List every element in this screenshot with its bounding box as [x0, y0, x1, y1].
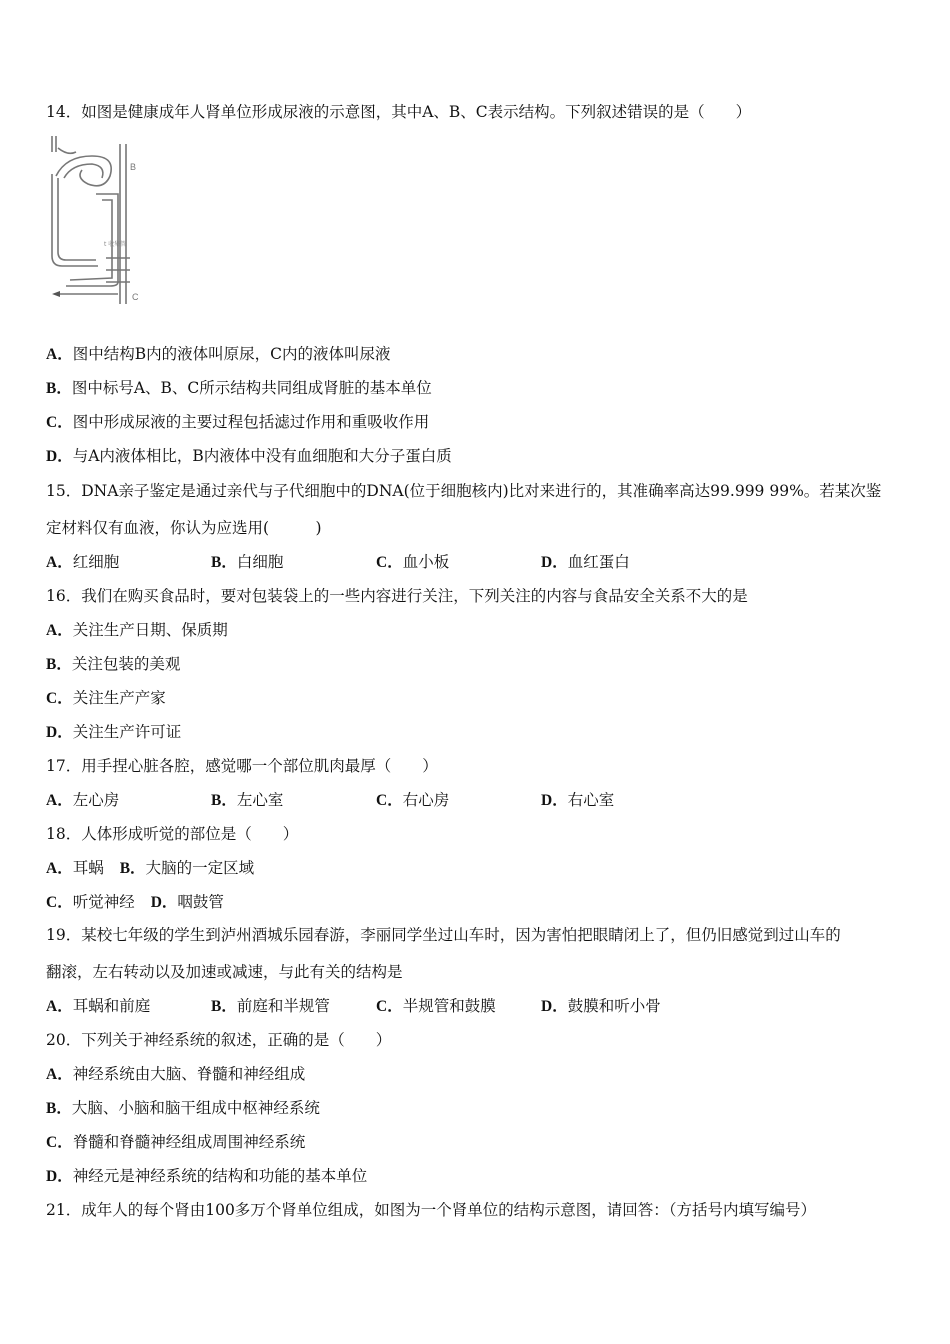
option-text: 左心房 — [72, 791, 120, 809]
option-text: 与A内液体相比，B内液体中没有血细胞和大分子蛋白质 — [72, 447, 452, 465]
option-text: 右心房 — [402, 791, 450, 809]
option-label: C． — [376, 998, 403, 1015]
label-c: C — [132, 292, 139, 302]
option-text: 鼓膜和听小骨 — [567, 997, 661, 1015]
q17-option-d — [541, 790, 614, 811]
option-text: 大脑的一定区域 — [145, 859, 255, 877]
option-label: B． — [211, 792, 237, 809]
q21-stem: 21．成年人的每个肾由100多万个肾单位组成，如图为一个肾单位的结构示意图，请回答：（方括号内填写编号） — [46, 1201, 817, 1219]
vessel-curve — [58, 148, 76, 153]
option-label: C． — [46, 1134, 73, 1151]
q17-option-c — [376, 790, 449, 811]
option-text: 神经元是神经系统的结构和功能的基本单位 — [72, 1167, 368, 1185]
q19-option-c — [376, 996, 496, 1017]
q17-stem: 17．用手捏心脏各腔，感觉哪一个部位肌肉最厚（ ） — [46, 757, 438, 775]
q14-option-a — [46, 344, 390, 365]
q15-stem-line2: 定材料仅有血液，你认为应选用( ) — [46, 519, 322, 537]
q20-stem: 20．下列关于神经系统的叙述，正确的是（ ） — [46, 1031, 392, 1049]
option-text: 半规管和鼓膜 — [402, 997, 496, 1015]
tubule-right-inner — [70, 200, 112, 280]
option-label: A． — [46, 998, 73, 1015]
option-text: 关注生产许可证 — [72, 723, 182, 741]
option-label: D． — [541, 998, 568, 1015]
option-text: 血红蛋白 — [567, 553, 630, 571]
option-text: 听觉神经 — [72, 893, 135, 911]
option-text: 关注生产日期、保质期 — [72, 621, 228, 639]
option-text: 图中结构B内的液体叫原尿，C内的液体叫尿液 — [72, 345, 391, 363]
option-label: A． — [46, 1066, 73, 1083]
option-text: 咽鼓管 — [177, 893, 224, 911]
option-label: D． — [541, 792, 568, 809]
option-label: B． — [46, 656, 72, 673]
q19-stem-line1: 19．某校七年级的学生到泸州酒城乐园春游，李丽同学坐过山车时，因为害怕把眼睛闭上了，但仍旧感觉到过山车的 — [46, 926, 841, 944]
option-label: A． — [46, 554, 73, 571]
option-label: C． — [46, 414, 73, 431]
q20-option-a — [46, 1064, 305, 1085]
option-label: B． — [46, 380, 72, 397]
option-label: B． — [211, 554, 237, 571]
option-text: 血小板 — [402, 553, 450, 571]
q16-stem: 16．我们在购买食品时，要对包装袋上的一些内容进行关注，下列关注的内容与食品安全关系不大的是 — [46, 587, 748, 605]
option-text: 前庭和半规管 — [236, 997, 330, 1015]
option-text: 神经系统由大脑、脊髓和神经组成 — [72, 1065, 306, 1083]
q20-option-b — [46, 1098, 320, 1119]
option-label: C． — [376, 554, 403, 571]
q19-stem-line2: 翻滚，左右转动以及加速或减速，与此有关的结构是 — [46, 963, 403, 981]
option-text: 大脑、小脑和脑干组成中枢神经系统 — [71, 1099, 320, 1117]
glomerulus-inner — [64, 164, 103, 178]
option-label: A． — [46, 346, 73, 363]
option-text: 脊髓和脊髓神经组成周围神经系统 — [72, 1133, 306, 1151]
q16-option-a — [46, 620, 228, 641]
q18-options-row1 — [46, 858, 254, 879]
tubule-left-inner — [58, 178, 96, 260]
option-label: D． — [46, 724, 73, 741]
option-text: 左心室 — [236, 791, 284, 809]
label-b: B — [130, 162, 137, 172]
option-label: A． — [46, 792, 73, 809]
option-label: D． — [46, 1168, 73, 1185]
option-label: C． — [46, 894, 73, 911]
option-label: B． — [46, 1100, 72, 1117]
option-text: 耳蜗 — [72, 859, 104, 877]
option-text: 白细胞 — [236, 553, 284, 571]
q15-option-d — [541, 552, 630, 573]
q16-option-b — [46, 654, 180, 675]
option-text: 图中标号A、B、C所示结构共同组成肾脏的基本单位 — [71, 379, 432, 397]
tubule-left — [52, 174, 98, 266]
option-label: A． — [46, 622, 73, 639]
option-label: D． — [541, 554, 568, 571]
option-text: 红细胞 — [72, 553, 120, 571]
q17-option-b — [211, 790, 283, 811]
q16-option-d — [46, 722, 181, 743]
q14-option-c — [46, 412, 429, 433]
label-tube: t 收集管 — [104, 241, 127, 248]
q14-option-d — [46, 446, 452, 467]
option-label: C． — [46, 690, 73, 707]
q19-option-d — [541, 996, 661, 1017]
q18-stem: 18．人体形成听觉的部位是（ ） — [46, 825, 299, 843]
option-text: 关注生产产家 — [72, 689, 166, 707]
tubule-right — [66, 194, 118, 286]
q15-option-a — [46, 552, 119, 573]
collecting-duct — [120, 144, 126, 304]
option-label: A． — [46, 860, 73, 877]
outflow-arrow-icon — [52, 291, 60, 297]
q16-option-c — [46, 688, 166, 709]
q20-option-d — [46, 1166, 367, 1187]
q18-options-row2 — [46, 892, 224, 913]
afferent-vessel — [52, 136, 56, 152]
q19-option-b — [211, 996, 330, 1017]
q15-option-c — [376, 552, 449, 573]
option-text: 右心室 — [567, 791, 615, 809]
q17-option-a — [46, 790, 119, 811]
q15-option-b — [211, 552, 283, 573]
option-text: 关注包装的美观 — [71, 655, 181, 673]
q15-stem-line1: 15．DNA亲子鉴定是通过亲代与子代细胞中的DNA(位于细胞核内)比对来进行的，其准确率高达99.999 99%。若某次鉴 — [46, 482, 882, 500]
nephron-diagram — [46, 134, 156, 324]
option-label: D． — [150, 894, 178, 911]
q20-option-c — [46, 1132, 305, 1153]
option-text: 图中形成尿液的主要过程包括滤过作用和重吸收作用 — [72, 413, 430, 431]
option-label: D． — [46, 448, 73, 465]
option-label: B． — [211, 998, 237, 1015]
q14-stem: 14．如图是健康成年人肾单位形成尿液的示意图，其中A、B、C表示结构。下列叙述错误的是（ ） — [46, 103, 752, 121]
option-label: C． — [376, 792, 403, 809]
option-text: 耳蜗和前庭 — [72, 997, 151, 1015]
option-label: B． — [119, 860, 146, 877]
q14-option-b — [46, 378, 432, 399]
q19-option-a — [46, 996, 150, 1017]
